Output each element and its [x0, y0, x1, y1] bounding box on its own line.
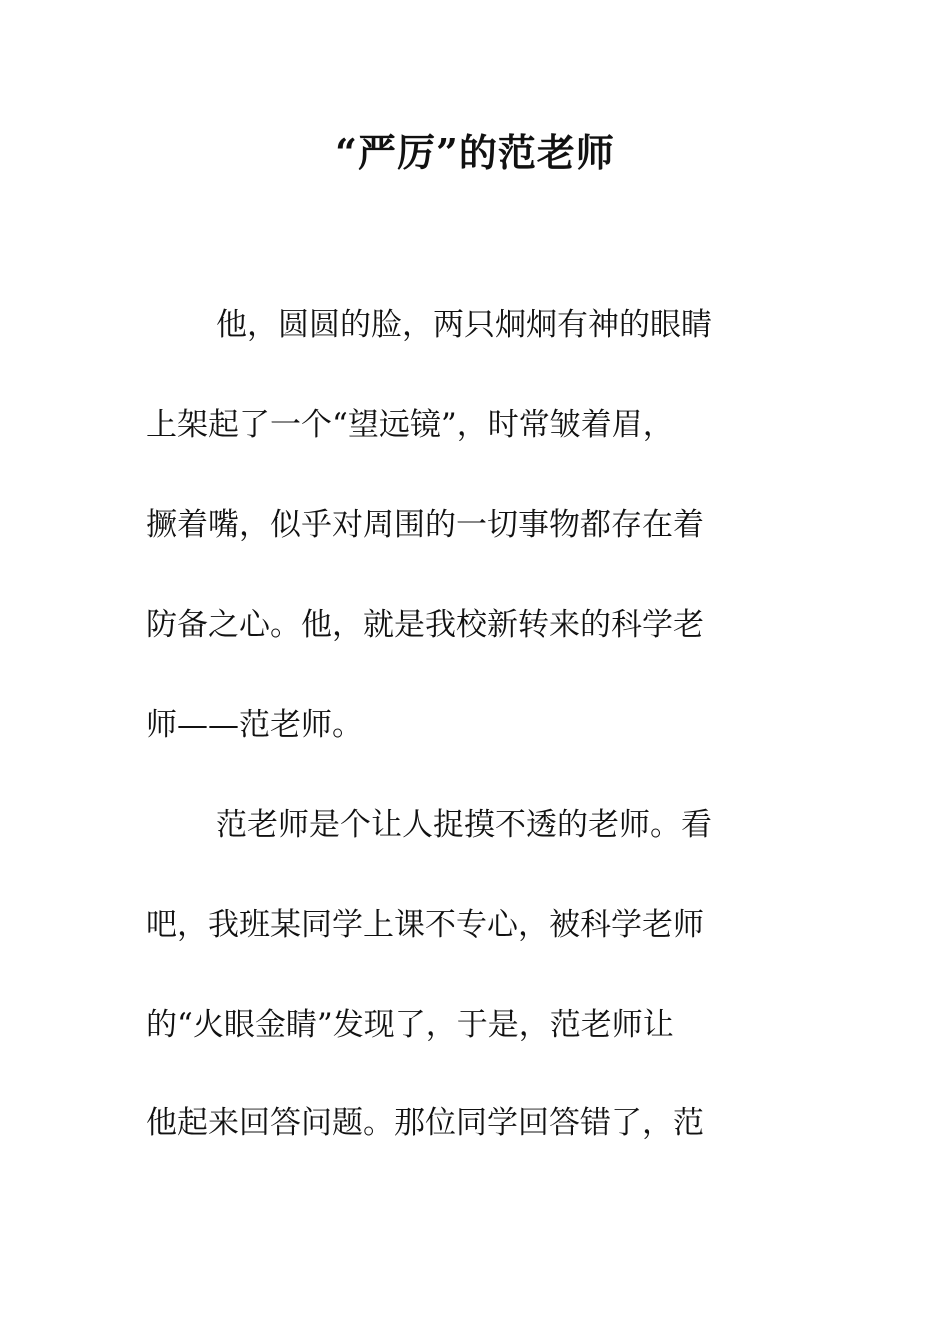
paragraph-1-line-4: 防备之心。他，就是我校新转来的科学老 [146, 607, 704, 643]
paragraph-1-line-5: 师——范老师。 [146, 707, 363, 743]
paragraph-2-line-2: 吧，我班某同学上课不专心，被科学老师 [146, 907, 704, 943]
paragraph-1-line-1: 他，圆圆的脸，两只炯炯有神的眼睛 [216, 307, 712, 343]
paragraph-1-line-3: 撅着嘴，似乎对周围的一切事物都存在着 [146, 507, 704, 543]
document-title: “严厉”的范老师 [335, 130, 615, 175]
paragraph-2-line-3: 的“火眼金睛”发现了，于是，范老师让 [146, 1007, 674, 1043]
paragraph-1-line-2: 上架起了一个“望远镜”，时常皱着眉， [146, 407, 674, 443]
paragraph-2-line-1: 范老师是个让人捉摸不透的老师。看 [216, 807, 712, 843]
paragraph-2-line-4: 他起来回答问题。那位同学回答错了，范 [146, 1105, 704, 1141]
